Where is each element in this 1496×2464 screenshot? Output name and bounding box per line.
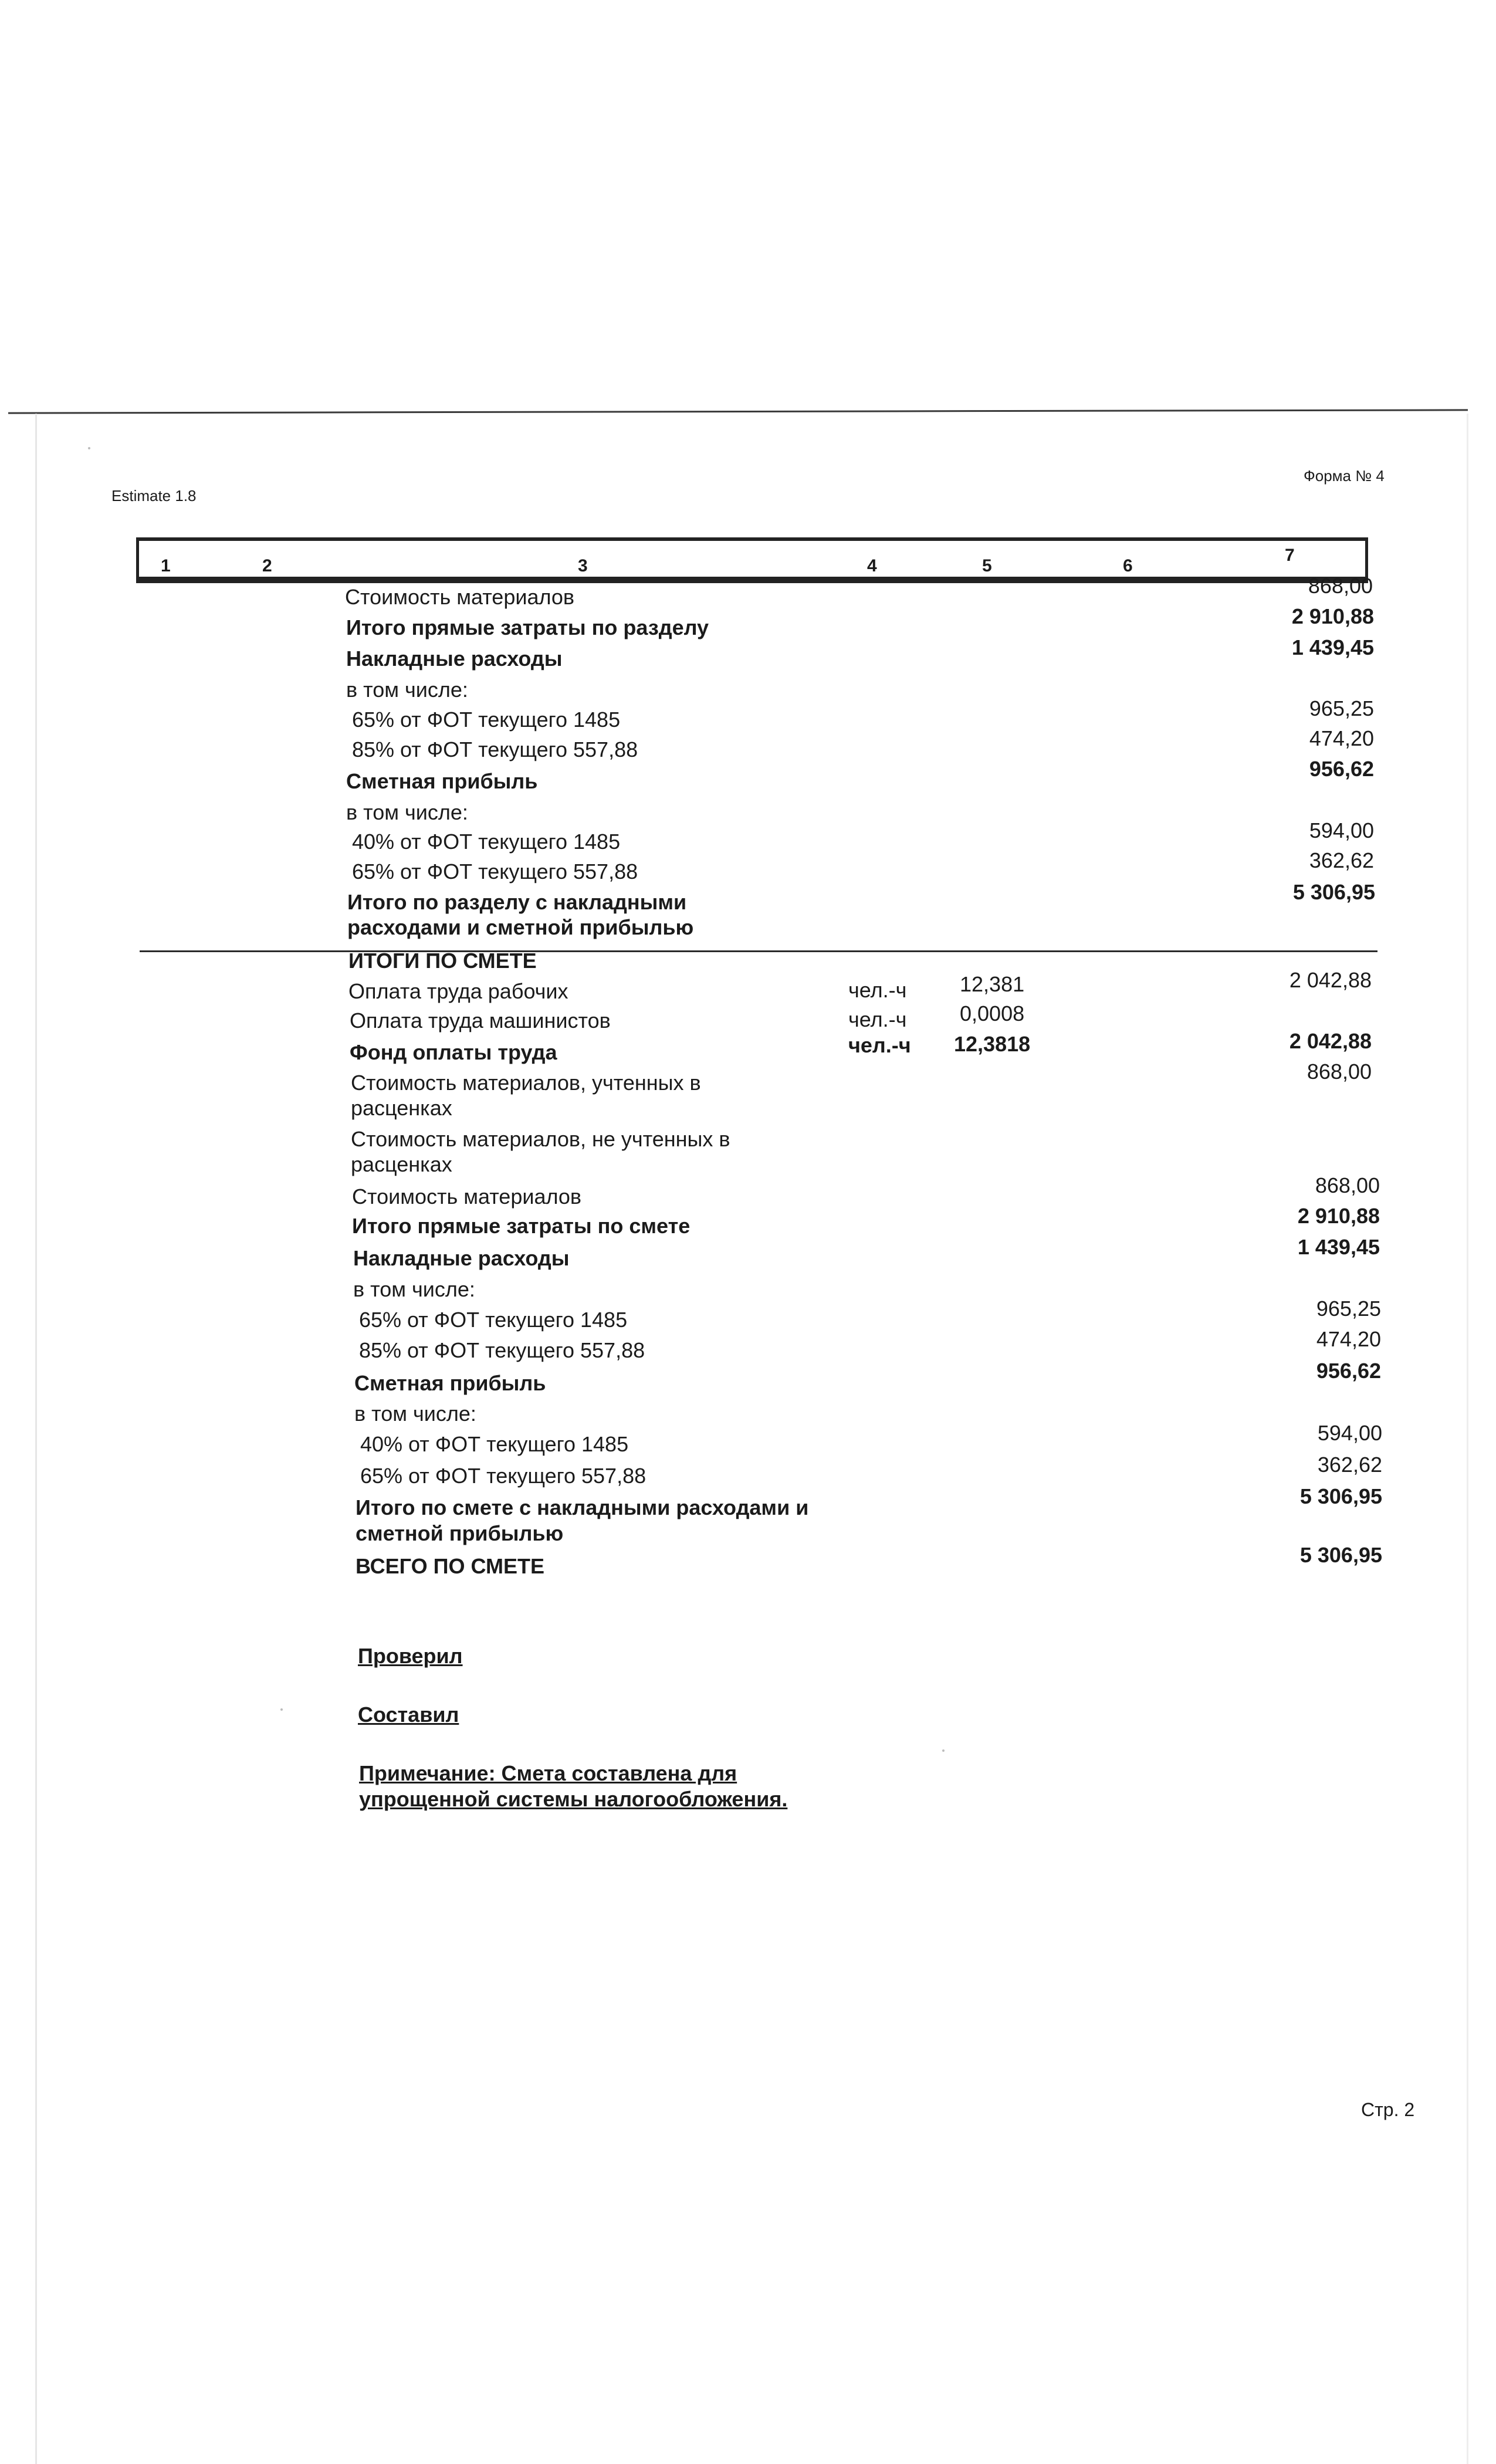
column-number-5: 5 bbox=[982, 556, 992, 576]
form-number: Форма № 4 bbox=[1304, 467, 1385, 485]
totals-value: 5 306,95 bbox=[1299, 1484, 1382, 1508]
totals-value: 362,62 bbox=[1317, 1453, 1382, 1477]
totals-label-line2: расценках bbox=[351, 1096, 452, 1120]
totals-label: в том числе: bbox=[354, 1402, 476, 1426]
totals-unit: чел.-ч bbox=[848, 978, 907, 1002]
section-label: Накладные расходы bbox=[346, 647, 563, 671]
totals-qty: 12,381 bbox=[960, 972, 1025, 996]
page-left-edge bbox=[35, 414, 37, 2464]
section-label: 65% от ФОТ текущего 1485 bbox=[352, 708, 621, 732]
totals-label-line2: расценках bbox=[351, 1152, 452, 1176]
section-label: 40% от ФОТ текущего 1485 bbox=[352, 830, 621, 854]
totals-label: 65% от ФОТ текущего 1485 bbox=[359, 1308, 628, 1332]
totals-label: 65% от ФОТ текущего 557,88 bbox=[360, 1464, 647, 1488]
totals-label-line2: сметной прибылью bbox=[356, 1521, 564, 1545]
column-number-4: 4 bbox=[867, 556, 877, 576]
totals-value: 2 910,88 bbox=[1297, 1204, 1380, 1228]
totals-unit: чел.-ч bbox=[848, 1007, 907, 1031]
totals-value: 868,00 bbox=[1315, 1173, 1380, 1197]
totals-label: Стоимость материалов, не учтенных в bbox=[351, 1127, 730, 1151]
scan-speck bbox=[280, 1708, 283, 1711]
section-value: 956,62 bbox=[1309, 757, 1374, 781]
section-value: 5 306,95 bbox=[1292, 880, 1375, 904]
section-label: Сметная прибыль bbox=[346, 769, 538, 793]
totals-label: Стоимость материалов bbox=[352, 1184, 582, 1209]
totals-label: Фонд оплаты труда bbox=[350, 1040, 557, 1064]
totals-unit: чел.-ч bbox=[848, 1033, 911, 1057]
section-label: Стоимость материалов bbox=[345, 585, 575, 609]
totals-value: 2 042,88 bbox=[1289, 968, 1372, 992]
section-value: 1 439,45 bbox=[1291, 635, 1374, 659]
section-label: в том числе: bbox=[346, 800, 468, 824]
section-value: 594,00 bbox=[1309, 818, 1374, 842]
totals-label: Стоимость материалов, учтенных в bbox=[351, 1071, 701, 1095]
totals-qty: 0,0008 bbox=[960, 1001, 1025, 1025]
checked-by-label: Проверил bbox=[358, 1644, 463, 1668]
page-top-edge bbox=[8, 409, 1468, 414]
totals-title: ИТОГИ ПО СМЕТЕ bbox=[348, 949, 537, 973]
totals-label: Оплата труда рабочих bbox=[348, 979, 568, 1003]
note-line-1: Примечание: Смета составлена для bbox=[359, 1761, 737, 1785]
totals-label: 85% от ФОТ текущего 557,88 bbox=[359, 1338, 645, 1362]
note-line-2: упрощенной системы налогообложения. bbox=[359, 1787, 788, 1811]
page-number: Стр. 2 bbox=[1361, 2099, 1415, 2120]
totals-label: Оплата труда машинистов bbox=[350, 1008, 611, 1033]
section-label: Итого по разделу с накладными bbox=[347, 890, 687, 914]
column-number-3: 3 bbox=[578, 556, 588, 576]
section-label-line2: расходами и сметной прибылью bbox=[347, 915, 694, 939]
scan-speck bbox=[942, 1749, 945, 1752]
section-label: в том числе: bbox=[346, 678, 468, 702]
column-number-6: 6 bbox=[1123, 556, 1133, 576]
totals-value: 965,25 bbox=[1316, 1297, 1381, 1321]
totals-value: 2 042,88 bbox=[1289, 1029, 1372, 1053]
totals-label: в том числе: bbox=[353, 1277, 475, 1301]
compiled-by-label: Составил bbox=[358, 1703, 459, 1727]
totals-qty: 12,3818 bbox=[954, 1032, 1031, 1056]
grand-total-value: 5 306,95 bbox=[1299, 1543, 1382, 1567]
section-label: Итого прямые затраты по разделу bbox=[346, 615, 709, 639]
section-value: 965,25 bbox=[1309, 696, 1374, 720]
column-number-1: 1 bbox=[161, 556, 171, 576]
column-number-7: 7 bbox=[1285, 546, 1295, 565]
section-label: 65% от ФОТ текущего 557,88 bbox=[352, 859, 638, 884]
section-value: 2 910,88 bbox=[1291, 604, 1374, 628]
grand-total-label: ВСЕГО ПО СМЕТЕ bbox=[356, 1554, 544, 1578]
totals-value: 956,62 bbox=[1316, 1359, 1381, 1383]
totals-value: 1 439,45 bbox=[1297, 1235, 1380, 1259]
page-right-edge bbox=[1467, 414, 1468, 2464]
totals-label: 40% от ФОТ текущего 1485 bbox=[360, 1432, 629, 1456]
totals-value: 594,00 bbox=[1317, 1421, 1382, 1445]
program-name: Estimate 1.8 bbox=[111, 487, 197, 505]
section-label: 85% от ФОТ текущего 557,88 bbox=[352, 737, 638, 761]
scan-speck bbox=[88, 447, 90, 449]
totals-value: 868,00 bbox=[1307, 1060, 1372, 1084]
totals-label: Итого по смете с накладными расходами и bbox=[356, 1495, 809, 1519]
totals-value: 474,20 bbox=[1316, 1327, 1381, 1351]
section-value: 362,62 bbox=[1309, 848, 1374, 872]
totals-label: Накладные расходы bbox=[353, 1246, 570, 1270]
column-number-2: 2 bbox=[262, 556, 272, 576]
totals-label: Итого прямые затраты по смете bbox=[352, 1214, 691, 1238]
divider bbox=[140, 950, 1377, 952]
totals-label: Сметная прибыль bbox=[354, 1371, 546, 1395]
section-value: 474,20 bbox=[1309, 726, 1374, 750]
section-value: 868,00 bbox=[1308, 574, 1373, 598]
